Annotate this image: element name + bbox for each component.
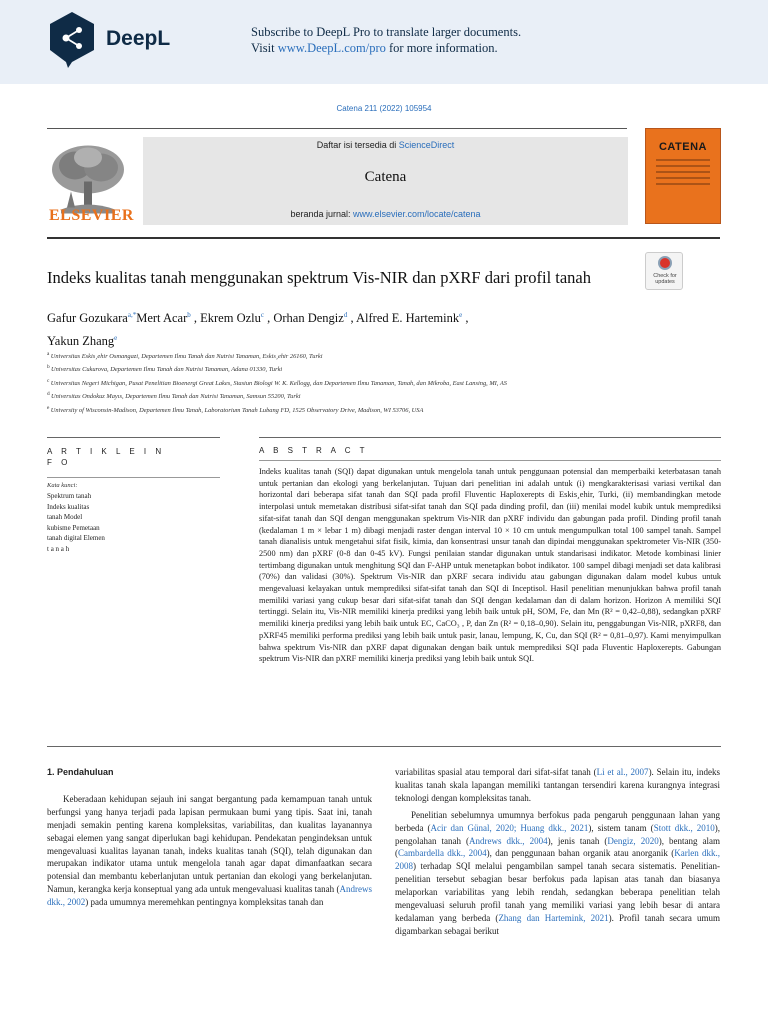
citation-link[interactable]: Acir dan Günal, 2020; Huang dkk., 2021 [430, 822, 589, 833]
body-right-column [395, 766, 720, 938]
keyword-item: tanah Model [47, 513, 83, 521]
article-info-heading: A R T I K L E I N F O [47, 447, 165, 467]
citation-link[interactable]: Cambardella dkk., 2004 [398, 848, 487, 859]
citation-link[interactable]: Zhang dan Hartemink, 2021 [498, 912, 609, 923]
author-affiliation-marker[interactable]: d [343, 311, 348, 319]
intro-p1-text: Keberadaan kehidupan sejauh ini sangat bergantung pada kemampuan tanah untuk berfungsi yang hanya terjadi pada lapisan permukaan bumi yang tipis. Saat ini, tanah menjadi semakin penting karena kompleksitas, variabilitas, dan kualitas layanannya sebagai elemen yang sangat diperlukan bagi kehidupan. Pendekatan pengindeksan untuk mengevaluasi kualitas layanan tanah, indeks kualitas tanah (SQI), telah digunakan dan merupakan indikator utama untuk mengelola tanah agar dapat dimanfaatkan secara potensial dan membantu keberlanjutan untuk pertanian dan ekologi yang berkelanjutan. Namun, kerangka kerja konseptual yang ada untuk mengevaluasi kualitas tanah ( [47, 793, 372, 895]
right-p1-end: ). Selain itu, indeks kualitas tanah skala lapangan memiliki tantangan tersendiri karena kurangnya integrasi teknologi dengan kompleksitas tanah. [395, 767, 720, 803]
deepl-brand-text: DeepL [106, 27, 171, 50]
right-p2-d: ), jenis tanah ( [547, 835, 608, 846]
article-info-rule-top [47, 437, 220, 438]
intro-paragraph-1 [47, 793, 372, 909]
banner-visit-suffix: for more information. [385, 41, 498, 55]
keyword-item: tanah digital Elemen [47, 534, 105, 542]
intro-paragraph-2 [395, 809, 720, 938]
journal-cover-thumbnail [645, 128, 721, 224]
check-for-updates-badge[interactable] [645, 252, 683, 290]
affiliation-item: $^a$ Universitas Eskis¸ehir Osmangazi, Departemen Ilmu Tanah dan Nutrisi Tanaman, Eskis¸ehir 26160, Turki [47, 351, 323, 361]
deepl-banner [0, 0, 768, 84]
contents-available-prefix: Daftar isi tersedia di [316, 140, 399, 150]
author-affiliation-marker[interactable]: a,* [127, 311, 137, 319]
author-list [47, 305, 687, 351]
author-affiliation-marker[interactable]: b [187, 311, 191, 319]
abstract-rule-mid [259, 460, 721, 461]
contents-available-text [143, 140, 628, 150]
author-affiliation-marker[interactable]: e [459, 311, 463, 319]
affiliation-item: $^e$ University of Wisconsin-Madison, Departemen Ilmu Tanah, Laboratorium Tanah Lubang FD, 1525 Observatory Drive, Madison, WI 53706, USA [47, 404, 424, 414]
abstract-rule-bottom [47, 746, 721, 747]
abstract-text: Indeks kualitas tanah (SQI) dapat digunakan untuk mengelola tanah untuk penggunaan potensial dan memperbaiki keterbatasan tanah untuk pertanian dan ekologi yang berkelanjutan. Tujuan dari penelitian ini adalah untuk (i) mengkarakterisasi variasi vertikal dan horizontal dari beberapa sifat tanah dan SQI pada profil Fluventic Haploxerepts di Eskis¸ehir, Turki, (ii) membandingkan metode interpolasi untuk memetakan distribusi sifat-sifat tanah dan SQI pada dinding profil, dan (iii) menilai model kubik untuk memprediksi sifat-sifat tanah dan SQI dengan menggunakan spektrum Vis-NIR dan pXRF individu dan gabungan pada profil. Dinding profil tanah (kedalaman 1 m × lebar 1 m) dibagi menjadi raster dengan interval 10 × 10 cm untuk mengumpulkan total 100 sampel tanah. Sampel tanah dianalisis untuk mengetahui sifat fisik, kimia, dan konsentrasi unsur tanah dan dipindai menggunakan spektrometer Vis-NIR (350-2500 nm) dan pXRF (0-8 dan 0-45 kV). Fungsi penilaian standar digunakan untuk standarisasi indikator. Metode kombinasi linier tertimbang digunakan untuk menghitung SQI dan F-AHP untuk menetapkan bobot indikator. 100 sampel dibagi menjadi set data kalibrasi (70%) dan validasi (30%). Spektrum Vis-NIR dan pXRF secara individu atau gabungan digunakan dalam model kubus untuk mengevaluasi kelayakan untuk memprediksi sifat-sifat tanah dan SQI di Inceptisol. Hasil penelitian menunjukkan bahwa profil tanah memiliki variasi yang cukup besar dari sifat-sifat tanah dan SQI dengan kedalaman dan di dalam horizon. Horizon A memiliki SQI tertinggi. Selain itu, Vis-NIR memiliki kinerja prediksi yang lebih baik untuk pH, SOM, Fe, dan Mn (R² = 0,42–0,88), sedangkan pXRF memiliki kinerja prediksi yang lebih baik untuk EC, CaCO₃ , P, dan Zn (R² = 0,18–0,90). Selain itu, penggabungan Vis-NIR, pXRF8, dan pXRF45 memiliki performa prediksi yang lebih baik untuk pasir, lanau, lempung, K, Cu, dan SQI (R² = 0,81–0,97). Kami menyimpulkan bahwa spektrum Vis-NIR dan pXRF dapat digunakan dengan baik untuk memprediksi SQI pada Fluventic Haploxerepts. Gabungan spektrum Vis-NIR dan pXRF memiliki kinerja prediksi yang lebih baik untuk SQI. [259, 467, 721, 664]
keywords-list [47, 491, 105, 554]
journal-homepage-link[interactable]: www.elsevier.com/locate/catena [352, 209, 481, 219]
citation-link[interactable]: Li et al., 2007 [596, 767, 649, 777]
citation-link[interactable]: Dengiz, 2020 [607, 835, 659, 846]
journal-name: Catena [364, 169, 407, 185]
sciencedirect-link[interactable]: ScienceDirect [398, 140, 455, 150]
keyword-item: Spektrum tanah [47, 492, 92, 500]
citation-link[interactable]: Andrews dkk., 2004 [469, 835, 548, 846]
check-updates-icon [658, 256, 672, 270]
deepl-logo-icon[interactable] [47, 10, 97, 70]
elsevier-wordmark: ELSEVIER [49, 207, 134, 224]
right-p2-h: ). Profil tanah secara umum digambarkan sebagai berikut [395, 912, 720, 936]
paper-title: Indeks kualitas tanah menggunakan spektrum Vis-NIR dan pXRF dari profil tanah [47, 268, 592, 287]
author-separator: , [462, 311, 469, 326]
homepage-prefix: beranda jurnal: [290, 209, 353, 219]
author-name[interactable]: Ekrem Ozlu$^c$ [200, 311, 264, 326]
abstract-heading: A B S T R A C T [259, 446, 368, 455]
right-p2-g: ) terhadap SQI melalui pengambilan sampel tanah secara sistematis. Penelitian-penelitian tersebut sebagian besar berfokus pada lapisan atas tanah dan biasanya melaporkan variabilitas yang lebih rendah, sedangkan beberapa penelitian telah mengevaluasi seluruh profil tanah yang memiliki variasi yang lebih besar di antara kedalaman yang berbeda ( [395, 861, 720, 923]
cover-title: CATENA [658, 141, 707, 153]
affiliation-item: $^d$ Universitas Ondokuz Mayıs, Departemen Ilmu Tanah dan Nutrisi Tanaman, Samsun 55200, Turki [47, 391, 301, 401]
right-p2-b: ), sistem tanam ( [588, 822, 654, 833]
body-left-column [47, 766, 372, 909]
citation-link[interactable]: Andrews dkk., 2002 [47, 884, 372, 908]
keywords-label: Kata kunci: [47, 482, 78, 489]
right-p2-a: Penelitian sebelumnya umumnya berfokus pada pengaruh penggunaan lahan yang berbeda ( [395, 809, 720, 833]
check-updates-label: Check for updates [653, 273, 677, 285]
banner-visit-text [251, 41, 498, 56]
author-name[interactable]: Orhan Dengiz$^d$ [273, 311, 348, 326]
author-name[interactable]: Yakun Zhang$^e$ [47, 334, 118, 349]
author-separator: , [263, 311, 274, 326]
affiliation-item: $^b$ Universitas Cukurova, Departemen Ilmu Tanah dan Nutrisi Tanaman, Adana 01330, Turki [47, 364, 283, 374]
author-name[interactable]: Alfred E. Hartemink$^e$ [356, 311, 463, 326]
banner-visit-prefix: Visit [251, 41, 278, 55]
journal-info-box [143, 137, 628, 225]
author-separator: , [347, 311, 357, 326]
article-info-rule-bottom [47, 477, 220, 478]
banner-subscribe-text: Subscribe to DeepL Pro to translate larger documents. [251, 25, 522, 39]
header-divider-bottom [47, 237, 720, 239]
author-separator: , [190, 311, 201, 326]
citation-link[interactable]: Stott dkk., 2010 [653, 822, 715, 833]
journal-citation-link[interactable]: Catena 211 (2022) 105954 [336, 104, 432, 113]
author-affiliation-marker[interactable]: c [260, 311, 264, 319]
intro-p1-end: ) pada umumnya meremehkan pentingnya kompleksitas tanah dan [85, 897, 324, 908]
cover-text-lines [656, 159, 710, 189]
journal-homepage-text [143, 209, 628, 219]
right-p1-text: variabilitas spasial atau temporal dari sifat-sifat tanah ( [395, 767, 597, 777]
keyword-item: t a n a h [47, 544, 70, 553]
section-heading-introduction: 1. Pendahuluan [47, 767, 114, 777]
affiliation-list [47, 349, 632, 416]
keyword-item: kubisme Pemetaan [47, 523, 100, 532]
author-affiliation-marker[interactable]: e [114, 334, 118, 343]
abstract-rule-top [259, 437, 721, 438]
header-divider-top [47, 128, 627, 129]
author-name[interactable]: Gafur Gozukara$^{a,*}$ [47, 311, 137, 326]
deepl-pro-link[interactable]: www.DeepL.com/pro [277, 41, 386, 55]
author-name[interactable]: Mert Acar$^b$ [136, 311, 191, 326]
affiliation-item: $^c$ Universitas Negeri Michigan, Pusat Penelitian Bioenergi Great Lakes, Stasiun Biologi W. K. Kellogg, dan Departemen Ilmu Tanaman, Tanah, dan Mikroba, East Lansing, MI, AS [47, 377, 507, 387]
intro-paragraph-1-cont [395, 766, 720, 805]
right-p2-e: ), bentang alam ( [395, 835, 720, 859]
keyword-item: Indeks kualitas [47, 502, 90, 511]
right-p2-f: ), dan penggunaan bahan organik atau anorganik ( [486, 848, 675, 859]
right-p2-c: ), pengolahan tanah ( [395, 822, 720, 846]
citation-link[interactable]: Karlen dkk., 2008 [395, 848, 721, 872]
